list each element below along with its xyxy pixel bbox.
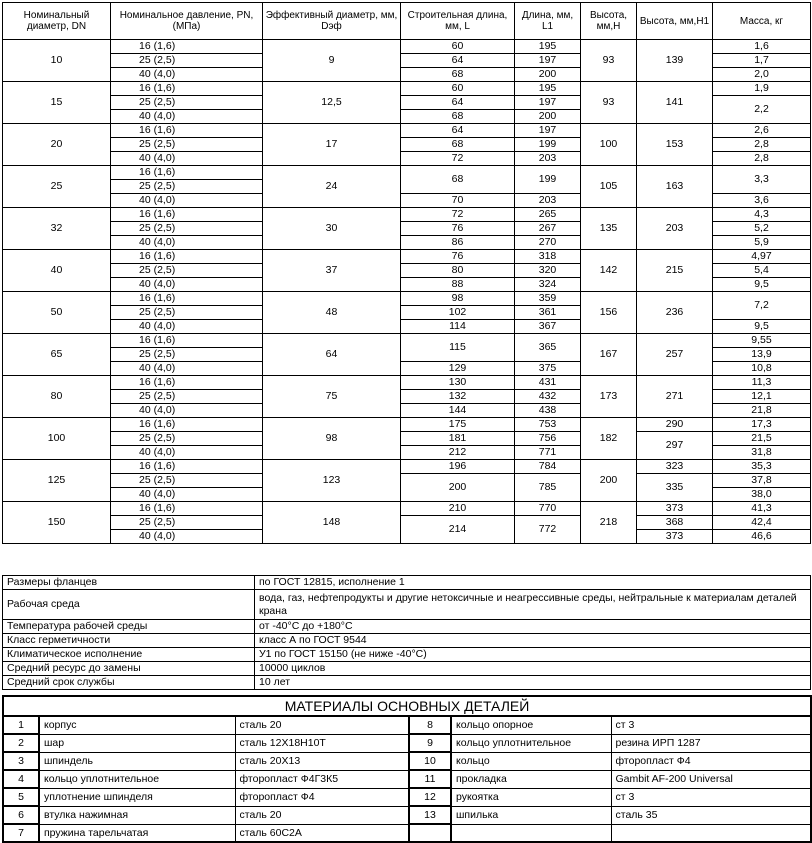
material-number: 3 <box>3 752 39 770</box>
length-cell: 68 <box>401 68 515 82</box>
mass-cell: 38,0 <box>713 488 811 502</box>
table-row <box>3 474 811 488</box>
length-l1-cell: 270 <box>515 236 581 250</box>
material-number: 12 <box>409 788 451 806</box>
height-h-cell: 182 <box>581 418 637 460</box>
dn-cell: 80 <box>3 376 111 418</box>
header-pn: Номинальное давление, PN,(МПа) <box>111 3 263 40</box>
mass-cell: 46,6 <box>713 530 811 544</box>
pn-cell: 16 (1,6) <box>111 376 263 390</box>
mass-cell: 13,9 <box>713 348 811 362</box>
prop-value: класс А по ГОСТ 9544 <box>255 634 811 648</box>
material-row <box>3 716 811 734</box>
material-part: кольцо уплотнительное <box>39 770 235 788</box>
mass-cell: 2,8 <box>713 152 811 166</box>
height-h-cell: 218 <box>581 502 637 544</box>
length-cell: 129 <box>401 362 515 376</box>
material-part: шпиндель <box>39 752 235 770</box>
pn-cell: 40 (4,0) <box>111 404 263 418</box>
length-l1-cell: 203 <box>515 152 581 166</box>
height-h-cell: 93 <box>581 40 637 82</box>
material-name: сталь 60С2А <box>235 824 409 842</box>
dn-cell: 65 <box>3 334 111 376</box>
length-l1-cell: 770 <box>515 502 581 516</box>
length-cell: 181 <box>401 432 515 446</box>
prop-row <box>3 662 811 676</box>
height-h-cell: 135 <box>581 208 637 250</box>
deff-cell: 24 <box>263 166 401 208</box>
length-l1-cell: 199 <box>515 138 581 152</box>
pn-cell: 25 (2,5) <box>111 516 263 530</box>
pn-cell: 40 (4,0) <box>111 530 263 544</box>
deff-cell: 148 <box>263 502 401 544</box>
material-number: 2 <box>3 734 39 752</box>
spec-table <box>2 2 811 544</box>
length-l1-cell: 200 <box>515 110 581 124</box>
length-cell: 64 <box>401 54 515 68</box>
length-l1-cell: 203 <box>515 194 581 208</box>
pn-cell: 40 (4,0) <box>111 68 263 82</box>
deff-cell: 37 <box>263 250 401 292</box>
pn-cell: 25 (2,5) <box>111 432 263 446</box>
table-row <box>3 516 811 530</box>
pn-cell: 16 (1,6) <box>111 502 263 516</box>
table-row <box>3 250 811 264</box>
table-row <box>3 208 811 222</box>
pn-cell: 25 (2,5) <box>111 96 263 110</box>
length-cell: 132 <box>401 390 515 404</box>
pn-cell: 40 (4,0) <box>111 446 263 460</box>
length-l1-cell: 197 <box>515 54 581 68</box>
material-name <box>611 824 811 842</box>
length-cell: 64 <box>401 96 515 110</box>
prop-row <box>3 576 811 590</box>
pn-cell: 16 (1,6) <box>111 166 263 180</box>
material-part: прокладка <box>451 770 611 788</box>
material-name: сталь 12Х18Н10Т <box>235 734 409 752</box>
header-height-h1: Высота, мм,H1 <box>637 3 713 40</box>
height-h-cell: 167 <box>581 334 637 376</box>
material-number: 1 <box>3 716 39 734</box>
length-l1-cell: 197 <box>515 96 581 110</box>
length-cell: 72 <box>401 152 515 166</box>
header-length: Строительная длина, мм, L <box>401 3 515 40</box>
materials-body <box>3 696 811 842</box>
material-number: 5 <box>3 788 39 806</box>
dn-cell: 50 <box>3 292 111 334</box>
pn-cell: 16 (1,6) <box>111 418 263 432</box>
length-l1-cell: 771 <box>515 446 581 460</box>
prop-label: Средний ресурс до замены <box>3 662 255 676</box>
length-l1-cell: 361 <box>515 306 581 320</box>
length-cell: 68 <box>401 138 515 152</box>
material-part: уплотнение шпинделя <box>39 788 235 806</box>
length-l1-cell: 432 <box>515 390 581 404</box>
prop-label: Средний срок службы <box>3 676 255 690</box>
table-row <box>3 432 811 446</box>
material-number: 6 <box>3 806 39 824</box>
mass-cell: 2,8 <box>713 138 811 152</box>
length-cell: 70 <box>401 194 515 208</box>
deff-cell: 48 <box>263 292 401 334</box>
height-h-cell: 93 <box>581 82 637 124</box>
length-cell: 86 <box>401 236 515 250</box>
mass-cell: 5,2 <box>713 222 811 236</box>
length-l1-cell: 318 <box>515 250 581 264</box>
table-row <box>3 82 811 96</box>
pn-cell: 25 (2,5) <box>111 54 263 68</box>
material-part <box>451 824 611 842</box>
mass-cell: 2,2 <box>713 96 811 124</box>
length-l1-cell: 267 <box>515 222 581 236</box>
deff-cell: 75 <box>263 376 401 418</box>
header-dn: Номинальный диаметр, DN <box>3 3 111 40</box>
length-cell: 115 <box>401 334 515 362</box>
prop-value: от -40°С до +180°С <box>255 620 811 634</box>
length-l1-cell: 431 <box>515 376 581 390</box>
length-l1-cell: 438 <box>515 404 581 418</box>
prop-row <box>3 676 811 690</box>
height-h1-cell: 290 <box>637 418 713 432</box>
pn-cell: 16 (1,6) <box>111 460 263 474</box>
mass-cell: 2,0 <box>713 68 811 82</box>
height-h-cell: 200 <box>581 460 637 502</box>
dn-cell: 100 <box>3 418 111 460</box>
length-l1-cell: 324 <box>515 278 581 292</box>
material-name: ст 3 <box>611 788 811 806</box>
length-cell: 64 <box>401 124 515 138</box>
mass-cell: 5,9 <box>713 236 811 250</box>
table-row <box>3 166 811 180</box>
dn-cell: 10 <box>3 40 111 82</box>
height-h1-cell: 215 <box>637 250 713 292</box>
material-row <box>3 770 811 788</box>
material-name: фторопласт Ф4 <box>611 752 811 770</box>
pn-cell: 40 (4,0) <box>111 110 263 124</box>
materials-table <box>2 695 812 843</box>
material-row <box>3 824 811 842</box>
pn-cell: 25 (2,5) <box>111 264 263 278</box>
pn-cell: 16 (1,6) <box>111 292 263 306</box>
height-h-cell: 100 <box>581 124 637 166</box>
material-name: фторопласт Ф4Г3К5 <box>235 770 409 788</box>
material-part: рукоятка <box>451 788 611 806</box>
material-name: сталь 35 <box>611 806 811 824</box>
material-row <box>3 788 811 806</box>
table-row <box>3 334 811 348</box>
mass-cell: 11,3 <box>713 376 811 390</box>
prop-row <box>3 590 811 620</box>
material-part: шар <box>39 734 235 752</box>
length-cell: 214 <box>401 516 515 544</box>
length-cell: 144 <box>401 404 515 418</box>
pn-cell: 40 (4,0) <box>111 194 263 208</box>
length-l1-cell: 195 <box>515 82 581 96</box>
height-h1-cell: 257 <box>637 334 713 376</box>
deff-cell: 123 <box>263 460 401 502</box>
material-number: 4 <box>3 770 39 788</box>
mass-cell: 21,8 <box>713 404 811 418</box>
pn-cell: 16 (1,6) <box>111 334 263 348</box>
length-l1-cell: 197 <box>515 124 581 138</box>
mass-cell: 31,8 <box>713 446 811 460</box>
height-h1-cell: 139 <box>637 40 713 82</box>
length-l1-cell: 772 <box>515 516 581 544</box>
pn-cell: 16 (1,6) <box>111 124 263 138</box>
prop-value: по ГОСТ 12815, исполнение 1 <box>255 576 811 590</box>
material-number: 13 <box>409 806 451 824</box>
mass-cell: 9,5 <box>713 320 811 334</box>
length-cell: 72 <box>401 208 515 222</box>
height-h1-cell: 203 <box>637 208 713 250</box>
height-h1-cell: 297 <box>637 432 713 460</box>
pn-cell: 25 (2,5) <box>111 138 263 152</box>
material-number: 11 <box>409 770 451 788</box>
height-h-cell: 173 <box>581 376 637 418</box>
mass-cell: 3,3 <box>713 166 811 194</box>
dn-cell: 40 <box>3 250 111 292</box>
prop-label: Рабочая среда <box>3 590 255 620</box>
material-number: 10 <box>409 752 451 770</box>
material-row <box>3 806 811 824</box>
mass-cell: 4,3 <box>713 208 811 222</box>
length-cell: 212 <box>401 446 515 460</box>
length-l1-cell: 785 <box>515 474 581 502</box>
table-row <box>3 40 811 54</box>
length-l1-cell: 199 <box>515 166 581 194</box>
length-l1-cell: 375 <box>515 362 581 376</box>
table-row <box>3 292 811 306</box>
prop-label: Температура рабочей среды <box>3 620 255 634</box>
mass-cell: 9,55 <box>713 334 811 348</box>
pn-cell: 16 (1,6) <box>111 208 263 222</box>
prop-value: У1 по ГОСТ 15150 (не ниже -40°С) <box>255 648 811 662</box>
mass-cell: 21,5 <box>713 432 811 446</box>
mass-cell: 17,3 <box>713 418 811 432</box>
pn-cell: 40 (4,0) <box>111 278 263 292</box>
pn-cell: 40 (4,0) <box>111 488 263 502</box>
length-l1-cell: 756 <box>515 432 581 446</box>
length-cell: 76 <box>401 250 515 264</box>
height-h1-cell: 236 <box>637 292 713 334</box>
pn-cell: 25 (2,5) <box>111 474 263 488</box>
dn-cell: 15 <box>3 82 111 124</box>
pn-cell: 16 (1,6) <box>111 40 263 54</box>
height-h-cell: 142 <box>581 250 637 292</box>
height-h1-cell: 373 <box>637 502 713 516</box>
mass-cell: 42,4 <box>713 516 811 530</box>
mass-cell: 41,3 <box>713 502 811 516</box>
deff-cell: 30 <box>263 208 401 250</box>
deff-cell: 12,5 <box>263 82 401 124</box>
table-row <box>3 124 811 138</box>
height-h1-cell: 153 <box>637 124 713 166</box>
material-name: фторопласт Ф4 <box>235 788 409 806</box>
length-cell: 88 <box>401 278 515 292</box>
material-part: кольцо опорное <box>451 716 611 734</box>
material-number: 7 <box>3 824 39 842</box>
prop-row <box>3 620 811 634</box>
prop-label: Класс герметичности <box>3 634 255 648</box>
height-h1-cell: 368 <box>637 516 713 530</box>
length-l1-cell: 195 <box>515 40 581 54</box>
mass-cell: 1,7 <box>713 54 811 68</box>
height-h1-cell: 271 <box>637 376 713 418</box>
pn-cell: 25 (2,5) <box>111 306 263 320</box>
pn-cell: 16 (1,6) <box>111 250 263 264</box>
dn-cell: 32 <box>3 208 111 250</box>
properties-table <box>2 575 811 690</box>
length-cell: 200 <box>401 474 515 502</box>
material-part: пружина тарельчатая <box>39 824 235 842</box>
table-row <box>3 460 811 474</box>
pn-cell: 25 (2,5) <box>111 348 263 362</box>
table-row <box>3 502 811 516</box>
height-h-cell: 105 <box>581 166 637 208</box>
length-cell: 76 <box>401 222 515 236</box>
length-cell: 114 <box>401 320 515 334</box>
deff-cell: 17 <box>263 124 401 166</box>
length-l1-cell: 753 <box>515 418 581 432</box>
length-l1-cell: 320 <box>515 264 581 278</box>
mass-cell: 4,97 <box>713 250 811 264</box>
mass-cell: 37,8 <box>713 474 811 488</box>
pn-cell: 40 (4,0) <box>111 320 263 334</box>
height-h-cell: 156 <box>581 292 637 334</box>
height-h1-cell: 163 <box>637 166 713 208</box>
material-name: ст 3 <box>611 716 811 734</box>
deff-cell: 64 <box>263 334 401 376</box>
pn-cell: 40 (4,0) <box>111 236 263 250</box>
mass-cell: 1,9 <box>713 82 811 96</box>
pn-cell: 25 (2,5) <box>111 222 263 236</box>
material-part: шпилька <box>451 806 611 824</box>
mass-cell: 3,6 <box>713 194 811 208</box>
pn-cell: 16 (1,6) <box>111 82 263 96</box>
length-cell: 175 <box>401 418 515 432</box>
material-part: корпус <box>39 716 235 734</box>
material-number: 9 <box>409 734 451 752</box>
mass-cell: 7,2 <box>713 292 811 320</box>
pn-cell: 40 (4,0) <box>111 362 263 376</box>
prop-value: 10 лет <box>255 676 811 690</box>
height-h1-cell: 141 <box>637 82 713 124</box>
materials-title: МАТЕРИАЛЫ ОСНОВНЫХ ДЕТАЛЕЙ <box>3 696 811 716</box>
pn-cell: 40 (4,0) <box>111 152 263 166</box>
table-row <box>3 418 811 432</box>
length-cell: 210 <box>401 502 515 516</box>
dn-cell: 150 <box>3 502 111 544</box>
mass-cell: 1,6 <box>713 40 811 54</box>
length-l1-cell: 367 <box>515 320 581 334</box>
material-row <box>3 752 811 770</box>
header-deff: Эффективный диаметр, мм, Dэф <box>263 3 401 40</box>
height-h1-cell: 323 <box>637 460 713 474</box>
length-l1-cell: 365 <box>515 334 581 362</box>
length-l1-cell: 265 <box>515 208 581 222</box>
length-l1-cell: 359 <box>515 292 581 306</box>
length-cell: 68 <box>401 110 515 124</box>
length-cell: 60 <box>401 82 515 96</box>
material-number: 8 <box>409 716 451 734</box>
mass-cell: 35,3 <box>713 460 811 474</box>
prop-row <box>3 648 811 662</box>
dn-cell: 20 <box>3 124 111 166</box>
header-height-h: Высота, мм,H <box>581 3 637 40</box>
pn-cell: 25 (2,5) <box>111 180 263 194</box>
header-mass: Масса, кг <box>713 3 811 40</box>
length-cell: 196 <box>401 460 515 474</box>
length-cell: 102 <box>401 306 515 320</box>
material-row <box>3 734 811 752</box>
dn-cell: 125 <box>3 460 111 502</box>
length-cell: 130 <box>401 376 515 390</box>
height-h1-cell: 373 <box>637 530 713 544</box>
prop-label: Размеры фланцев <box>3 576 255 590</box>
material-number <box>409 824 451 842</box>
pn-cell: 25 (2,5) <box>111 390 263 404</box>
length-l1-cell: 784 <box>515 460 581 474</box>
material-name: сталь 20 <box>235 806 409 824</box>
header-length-l1: Длина, мм, L1 <box>515 3 581 40</box>
material-part: кольцо уплотнительное <box>451 734 611 752</box>
mass-cell: 5,4 <box>713 264 811 278</box>
material-name: резина ИРП 1287 <box>611 734 811 752</box>
material-part: втулка нажимная <box>39 806 235 824</box>
material-name: Gambit AF-200 Universal <box>611 770 811 788</box>
material-part: кольцо <box>451 752 611 770</box>
length-l1-cell: 200 <box>515 68 581 82</box>
prop-value: 10000 циклов <box>255 662 811 676</box>
prop-label: Климатическое исполнение <box>3 648 255 662</box>
mass-cell: 2,6 <box>713 124 811 138</box>
dn-cell: 25 <box>3 166 111 208</box>
mass-cell: 10,8 <box>713 362 811 376</box>
length-cell: 98 <box>401 292 515 306</box>
mass-cell: 12,1 <box>713 390 811 404</box>
material-name: сталь 20Х13 <box>235 752 409 770</box>
length-cell: 80 <box>401 264 515 278</box>
prop-value: вода, газ, нефтепродукты и другие нетоксичные и неагрессивные среды, нейтральные к материалам деталей крана <box>255 590 811 620</box>
material-name: сталь 20 <box>235 716 409 734</box>
mass-cell: 9,5 <box>713 278 811 292</box>
length-cell: 60 <box>401 40 515 54</box>
deff-cell: 98 <box>263 418 401 460</box>
table-row <box>3 376 811 390</box>
spec-body <box>3 40 811 544</box>
height-h1-cell: 335 <box>637 474 713 502</box>
length-cell: 68 <box>401 166 515 194</box>
prop-row <box>3 634 811 648</box>
deff-cell: 9 <box>263 40 401 82</box>
